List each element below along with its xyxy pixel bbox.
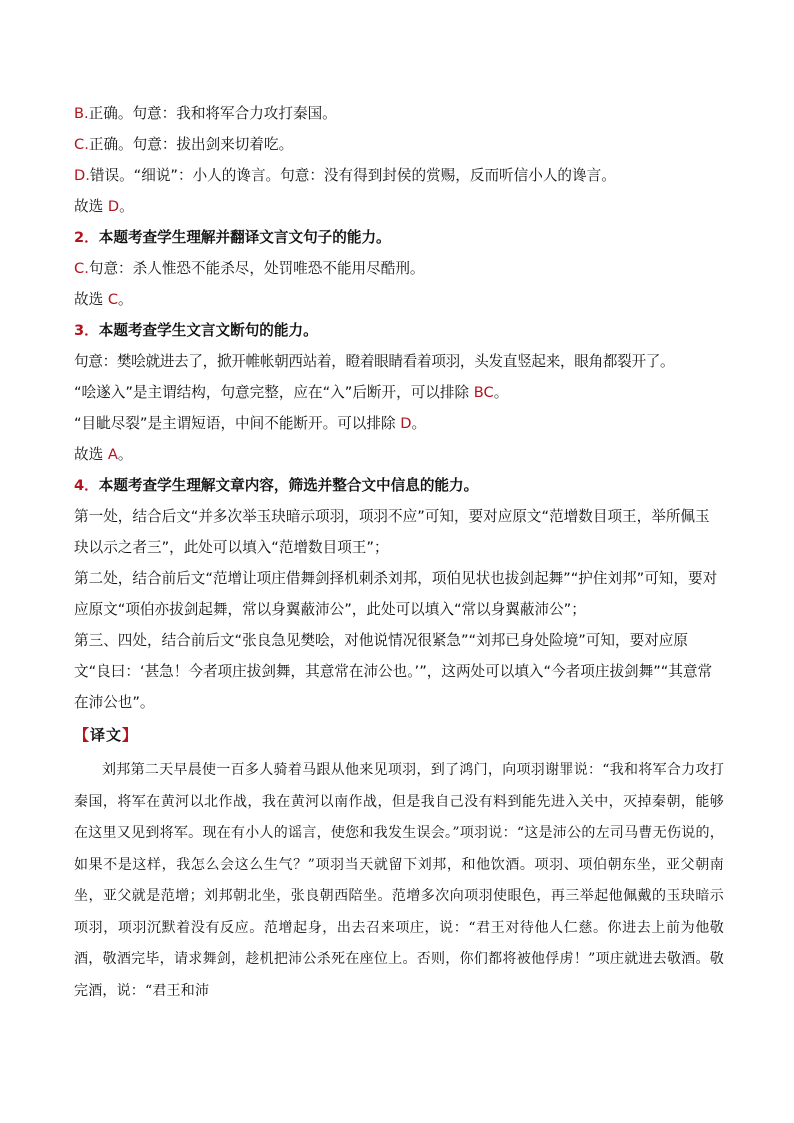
option-b-label: B. xyxy=(74,105,89,122)
question-2-number: 2． xyxy=(74,229,99,246)
question-3-number: 3． xyxy=(74,322,99,339)
question-2-text: 本题考查学生理解并翻译文言文句子的能力。 xyxy=(98,229,391,246)
q2-option-c-line xyxy=(74,253,724,284)
q4-point-2: 第二处，结合前后文“范增让项庄借舞剑择机刺杀刘邦，项伯见状也拔剑起舞”“护住刘邦”可知，要对应原文“项伯亦拔剑起舞，常以身翼蔽沛公”，此处可以填入“常以身翼蔽沛公”； xyxy=(74,570,718,618)
question-3-heading xyxy=(74,315,724,346)
question-3-text: 本题考查学生文言文断句的能力。 xyxy=(98,322,318,339)
q2-option-c-label: C. xyxy=(74,260,89,277)
question-4-heading xyxy=(74,470,724,501)
option-d-line xyxy=(74,160,724,191)
translation-heading xyxy=(74,720,724,751)
q3-analysis-2-text: “目眦尽裂”是主谓短语，中间不能断开。可以排除 xyxy=(74,415,401,432)
answer-q1 xyxy=(74,191,724,222)
answer-prefix: 故选 xyxy=(74,198,108,215)
question-2-heading xyxy=(74,222,724,253)
heading-bracket-open: 【 xyxy=(74,726,91,744)
option-b-text: 正确。句意：我和将军合力攻打秦国。 xyxy=(88,105,337,122)
option-c-line xyxy=(74,129,724,160)
q4-point-1: 第一处，结合后文“并多次举玉玦暗示项羽，项羽不应”可知，要对应原文“范增数目项王，举所佩玉玦以示之者三”，此处可以填入“范增数目项王”； xyxy=(74,508,710,556)
option-d-label: D. xyxy=(74,167,90,184)
option-b-line xyxy=(74,98,724,129)
answer-suffix: 。 xyxy=(117,446,133,463)
question-4-number: 4． xyxy=(74,477,99,494)
option-c-label: C. xyxy=(74,136,89,153)
q3-excluded-option: D xyxy=(400,415,412,432)
answer-q2 xyxy=(74,284,724,315)
answer-explanation xyxy=(74,98,724,1021)
answer-letter: C xyxy=(107,291,119,308)
answer-prefix: 故选 xyxy=(74,446,108,463)
answer-suffix: 。 xyxy=(118,291,133,308)
q2-option-c-text: 句意：杀人惟恐不能杀尽，处罚唯恐不能用尽酷刑。 xyxy=(88,260,425,277)
question-4-text: 本题考查学生理解文章内容，筛选并整合文中信息的能力。 xyxy=(98,477,479,494)
option-c-text: 正确。句意：拔出剑来切着吃。 xyxy=(88,136,294,153)
heading-bracket-close: 】 xyxy=(122,726,139,744)
option-d-text: 错误。“细说”：小人的谗言。句意：没有得到封侯的赏赐，反而听信小人的谗言。 xyxy=(89,167,616,184)
q4-point-3: 第三、四处，结合前后文“张良急见樊哙，对他说情况很紧急”“刘邦已身处险境”可知，要对应原文“良曰：‘甚急！今者项庄拔剑舞，其意常在沛公也。’”，这两处可以填入“今者项庄拔剑舞”“其意常在沛公也”。 xyxy=(74,632,713,711)
q3-excluded-options: BC xyxy=(473,384,494,401)
answer-letter: A xyxy=(107,446,118,463)
translation-title: 译文 xyxy=(90,726,123,744)
q3-sentence-meaning: 句意：樊哙就进去了，掀开帷帐朝西站着，瞪着眼睛看着项羽，头发直竖起来，眼角都裂开了。 xyxy=(74,353,675,370)
answer-q3 xyxy=(74,439,724,470)
q3-analysis-2 xyxy=(74,408,724,439)
q3-analysis-1-suffix: 。 xyxy=(493,384,509,401)
q3-analysis-2-suffix: 。 xyxy=(411,415,427,432)
translation-body: 刘邦第二天早晨使一百多人骑着马跟从他来见项羽，到了鸿门，向项羽谢罪说：“我和将军合力攻打秦国，将军在黄河以北作战，我在黄河以南作战，但是我自己没有料到能先进入关中，灭掉秦朝，能够在这里又见到将军。现在有小人的谣言，使您和我发生误会。”项羽说：“这是沛公的左司马曹无伤说的，如果不是这样，我怎么会这么生气？”项羽当天就留下刘邦，和他饮酒。项羽、项伯朝东坐，亚父朝南坐，亚父就是范增；刘邦朝北坐，张良朝西陪坐。范增多次向项羽使眼色，再三举起他佩戴的玉玦暗示项羽，项羽沉默着没有反应。范增起身，出去召来项庄，说：“君王对待他人仁慈。你进去上前为他敬酒，敬酒完毕，请求舞剑，趁机把沛公杀死在座位上。否则，你们都将被他俘虏！”项庄就进去敬酒。敬完酒，说：“君王和沛 xyxy=(74,762,724,999)
answer-suffix: 。 xyxy=(119,198,134,215)
q3-analysis-1-text: “哙遂入”是主谓结构，句意完整，应在“入”后断开，可以排除 xyxy=(74,384,474,401)
q3-analysis-1 xyxy=(74,377,724,408)
answer-letter: D xyxy=(107,198,120,215)
answer-prefix: 故选 xyxy=(74,291,108,308)
